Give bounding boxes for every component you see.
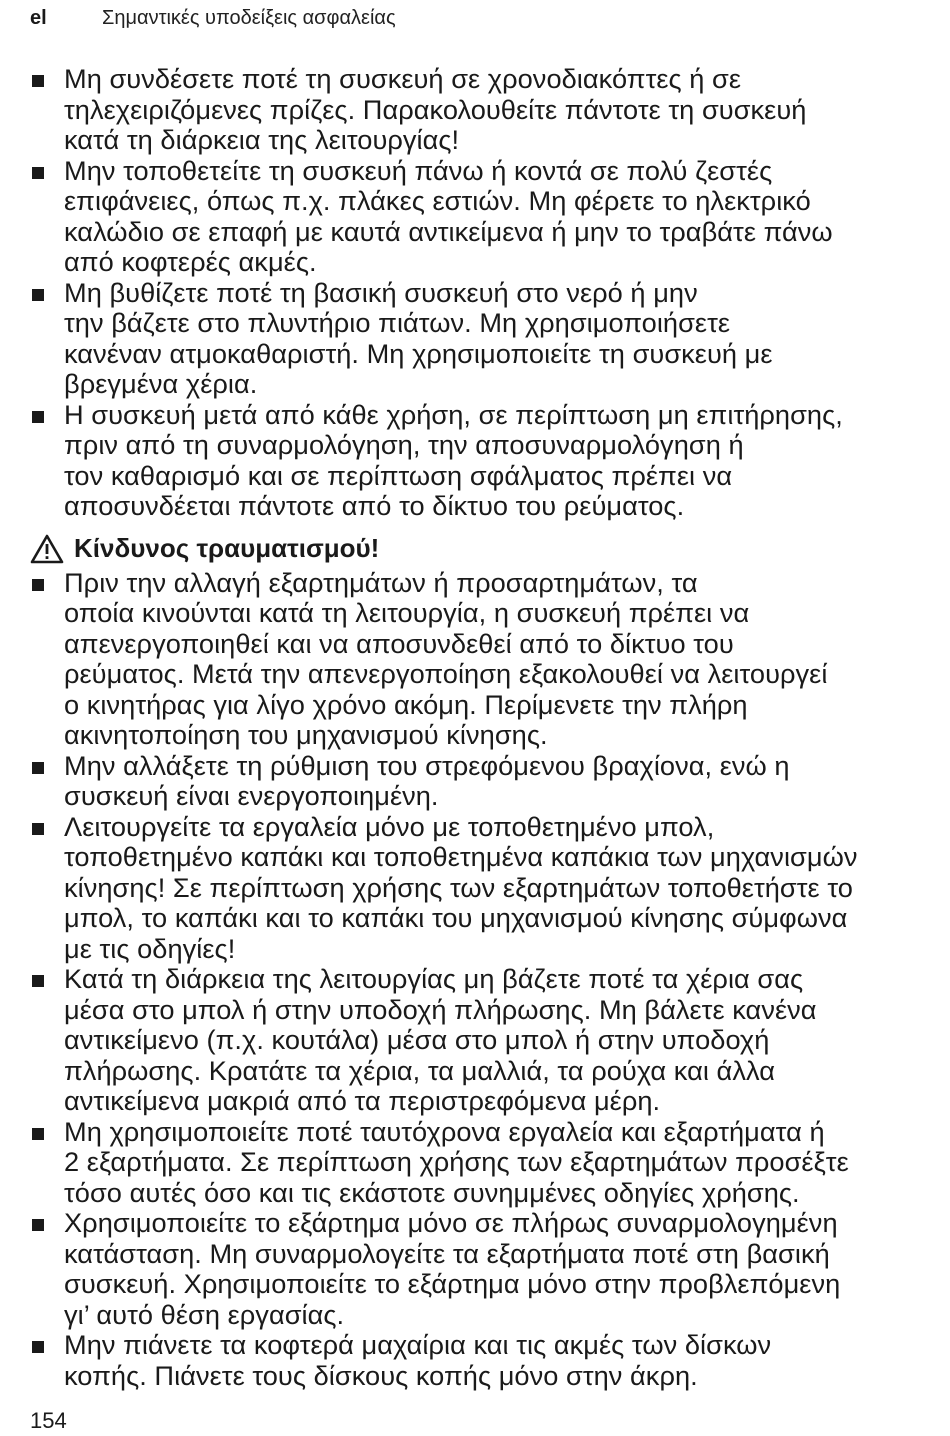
bullet-square-icon: [32, 1128, 44, 1140]
item-text-line: ρεύματος. Μετά την απενεργοποίηση εξακολουθεί να λειτουργεί: [64, 658, 828, 689]
item-text-line: Η συσκευή μετά από κάθε χρήση, σε περίπτωση μη επιτήρησης,: [64, 398, 843, 430]
bullet-square-icon: [32, 167, 44, 179]
item-text-line: αντικείμενα μακριά από τα περιστρεφόμενα μέρη.: [64, 1085, 661, 1116]
list-item: [30, 568, 946, 751]
item-text-line: τηλεχειριζόμενες πρίζες. Παρακολουθείτε πάντοτε τη συσκευή: [64, 93, 807, 125]
item-text-line: Πριν την αλλαγή εξαρτημάτων ή προσαρτημάτων, τα: [64, 566, 698, 598]
bullet-square-icon: [32, 579, 44, 591]
item-text-line: αποσυνδέεται πάντοτε από το δίκτυο του ρεύματος.: [64, 490, 685, 521]
list-item: [30, 751, 946, 812]
item-text-line: πριν από τη συναρμολόγηση, την αποσυναρμολόγηση ή: [64, 429, 744, 460]
item-text-line: 2 εξαρτήματα. Σε περίπτωση χρήσης των εξαρτημάτων προσέξτε: [64, 1146, 849, 1177]
bullet-square-icon: [32, 1219, 44, 1231]
item-text-line: κανέναν ατμοκαθαριστή. Μη χρησιμοποιείτε τη συσκευή με: [64, 337, 773, 369]
item-text-line: αντικείμενο (π.χ. κουτάλα) μέσα στο μπολ ή στην υποδοχή: [64, 1024, 770, 1055]
item-text-line: τόσο αυτές όσο και τις εκάστοτε συνημμένες οδηγίες χρήσης.: [64, 1176, 800, 1208]
bullet-square-icon: [32, 1341, 44, 1353]
item-text-line: απενεργοποιηθεί και να αποσυνδεθεί από το δίκτυο του: [64, 627, 734, 659]
item-text-line: τον καθαρισμό και σε περίπτωση σφάλματος πρέπει να: [64, 459, 733, 491]
list-item: [30, 964, 946, 1117]
safety-list-general: [30, 64, 946, 522]
item-text-line: μέσα στο μπολ ή στην υποδοχή πλήρωσης. Μη βάλετε κανένα: [64, 993, 817, 1025]
item-text-line: Μην τοποθετείτε τη συσκευή πάνω ή κοντά σε πολύ ζεστές: [64, 154, 773, 186]
warning-title: Κίνδυνος τραυματισμού!: [74, 533, 380, 563]
item-text-line: την βάζετε στο πλυντήριο πιάτων. Μη χρησιμοποιήσετε: [64, 307, 731, 338]
item-text-line: κίνησης! Σε περίπτωση χρήσης των εξαρτημάτων τοποθετήστε το: [64, 871, 853, 903]
item-text-line: Μη συνδέσετε ποτέ τη συσκευή σε χρονοδιακόπτες ή σε: [64, 63, 742, 94]
list-item: [30, 1330, 946, 1391]
bullet-square-icon: [32, 289, 44, 301]
warning-triangle-icon: [30, 534, 64, 564]
item-text-line: πλήρωσης. Κρατάτε τα χέρια, τα μαλλιά, τα ρούχα και άλλα: [64, 1054, 775, 1086]
item-text-line: Μη χρησιμοποιείτε ποτέ ταυτόχρονα εργαλεία και εξαρτήματα ή: [64, 1115, 825, 1147]
item-text-line: ακινητοποίηση του μηχανισμού κίνησης.: [64, 719, 548, 750]
item-text-line: ο κινητήρας για λίγο χρόνο ακόμη. Περίμενετε την πλήρη: [64, 688, 748, 720]
item-text-line: κοπής. Πιάνετε τους δίσκους κοπής μόνο στην άκρη.: [64, 1359, 698, 1391]
item-text-line: με τις οδηγίες!: [64, 932, 236, 964]
list-item: [30, 1208, 946, 1330]
item-text-line: οποία κινούνται κατά τη λειτουργία, η συσκευή πρέπει να: [64, 597, 750, 628]
item-text-line: Μην πιάνετε τα κοφτερά μαχαίρια και τις ακμές των δίσκων: [64, 1329, 772, 1360]
item-text-line: κατάσταση. Μη συναρμολογείτε τα εξαρτήματα ποτέ στη βασική: [64, 1237, 830, 1269]
list-item: [30, 64, 946, 156]
list-item: [30, 812, 946, 965]
item-text-line: Μη βυθίζετε ποτέ τη βασική συσκευή στο νερό ή μην: [64, 276, 698, 308]
page-number: 154: [30, 1408, 67, 1433]
list-item: [30, 156, 946, 278]
bullet-square-icon: [32, 411, 44, 423]
page-content: [30, 64, 946, 1391]
item-text-line: βρεγμένα χέρια.: [64, 368, 258, 399]
warning-heading: [30, 533, 946, 565]
bullet-square-icon: [32, 823, 44, 835]
bullet-square-icon: [32, 975, 44, 987]
item-text-line: κατά τη διάρκεια της λειτουργίας!: [64, 124, 460, 155]
safety-list-injury: [30, 568, 946, 1392]
bullet-square-icon: [32, 75, 44, 87]
item-text-line: καλώδιο σε επαφή με καυτά αντικείμενα ή μην το τραβάτε πάνω: [64, 215, 833, 247]
bullet-square-icon: [32, 762, 44, 774]
item-text-line: Κατά τη διάρκεια της λειτουργίας μη βάζετε ποτέ τα χέρια σας: [64, 963, 804, 994]
item-text-line: γι’ αυτό θέση εργασίας.: [64, 1298, 345, 1330]
item-text-line: Μην αλλάξετε τη ρύθμιση του στρεφόμενου βραχίονα, ενώ η: [64, 749, 790, 781]
list-item: [30, 278, 946, 400]
list-item: [30, 400, 946, 522]
list-item: [30, 1117, 946, 1209]
item-text-line: Χρησιμοποιείτε το εξάρτημα μόνο σε πλήρως συναρμολογημένη: [64, 1207, 838, 1238]
language-code: el: [30, 6, 47, 29]
section-title: Σημαντικές υποδείξεις ασφαλείας: [102, 6, 396, 29]
page-header: [30, 6, 396, 30]
item-text-line: επιφάνειες, όπως π.χ. πλάκες εστιών. Μη φέρετε το ηλεκτρικό: [64, 185, 811, 216]
item-text-line: τοποθετημένο καπάκι και τοποθετημένα καπάκια των μηχανισμών: [64, 841, 858, 872]
item-text-line: συσκευή είναι ενεργοποιημένη.: [64, 780, 439, 811]
item-text-line: συσκευή. Χρησιμοποιείτε το εξάρτημα μόνο στην προβλεπόμενη: [64, 1268, 841, 1299]
item-text-line: από κοφτερές ακμές.: [64, 246, 317, 277]
item-text-line: μπολ, το καπάκι και το καπάκι του μηχανισμού κίνησης σύμφωνα: [64, 902, 848, 933]
item-text-line: Λειτουργείτε τα εργαλεία μόνο με τοποθετημένο μπολ,: [64, 810, 715, 842]
